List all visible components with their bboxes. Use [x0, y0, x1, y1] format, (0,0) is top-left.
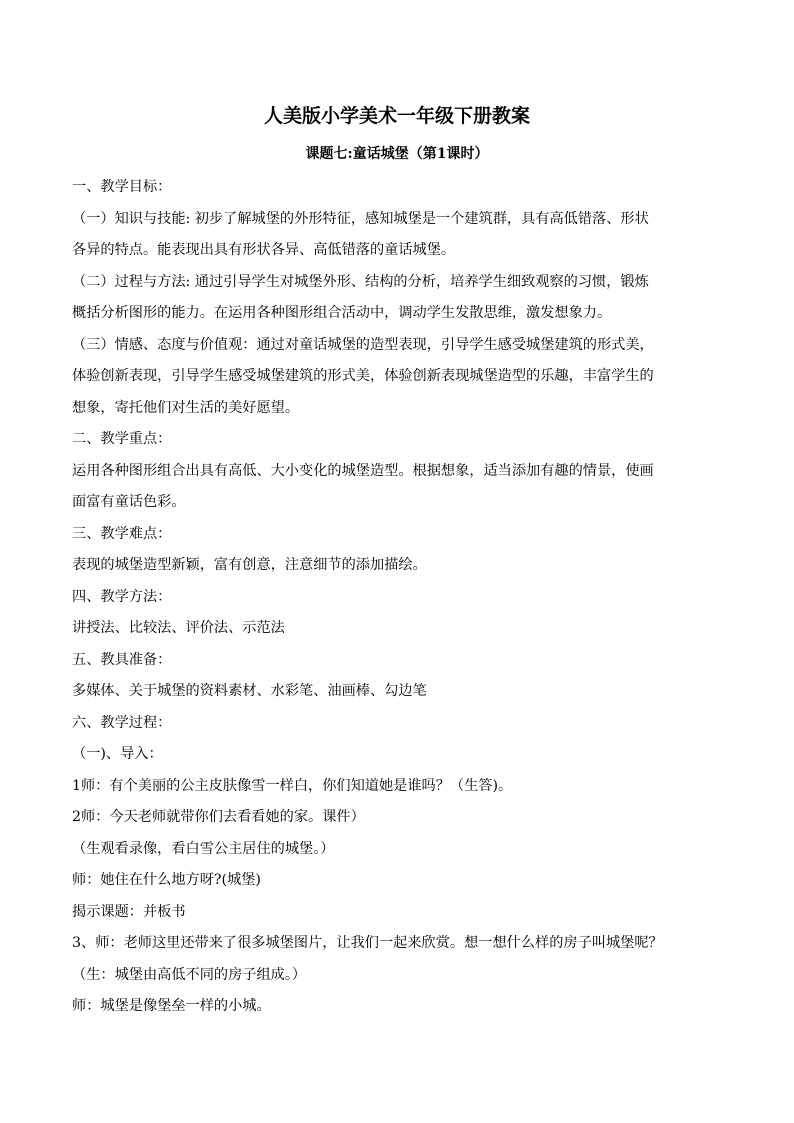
body-line: 想象，寄托他们对生活的美好愿望。	[72, 399, 300, 416]
body-line: 一、教学目标：	[72, 179, 172, 195]
document-body	[72, 172, 732, 1023]
body-line: （一)、导入：	[72, 746, 163, 762]
body-line: （生观看录像，看白雪公主居住的城堡。）	[72, 840, 335, 857]
body-line: （二）过程与方法: 通过引导学生对城堡外形、结构的分析，培养学生细致观察的习惯，锻炼	[72, 273, 649, 290]
body-line: 揭示课题：并板书	[72, 903, 186, 920]
body-line: （一）知识与技能: 初步了解城堡的外形特征，感知城堡是一个建筑群，具有高低错落、形状	[72, 210, 649, 227]
body-line: 二、教学重点：	[72, 431, 172, 447]
body-line: 概括分析图形的能力。在运用各种图形组合活动中，调动学生发散思维，激发想象力。	[72, 305, 612, 321]
body-line: 3、师：老师这里还带来了很多城堡图片，让我们一起来欣赏。想一想什么样的房子叫城堡呢？	[72, 935, 663, 951]
body-line: （生：城堡由高低不同的房子组成。）	[72, 966, 307, 983]
body-line: 各异的特点。能表现出具有形状各异、高低错落的童话城堡。	[72, 242, 456, 258]
body-line: 讲授法、比较法、评价法、示范法	[72, 620, 285, 636]
body-line: 六、教学过程：	[72, 714, 172, 731]
body-line: 表现的城堡造型新颖，富有创意，注意细节的添加描绘。	[72, 557, 427, 573]
body-line: 2师：今天老师就带你们去看看她的家。课件）	[72, 809, 365, 825]
body-line: 面富有童话色彩。	[72, 494, 186, 510]
body-line: 三、教学难点：	[72, 525, 172, 542]
document-title: 人美版小学美术一年级下册教案	[263, 105, 530, 127]
body-line: 1师：有个美丽的公主皮肤像雪一样白，你们知道她是谁吗？（生答)。	[72, 777, 513, 794]
body-line: 多媒体、关于城堡的资料素材、水彩笔、油画棒、勾边笔	[72, 683, 427, 699]
body-line: 运用各种图形组合出具有高低、大小变化的城堡造型。根据想象，适当添加有趣的情景，使画	[72, 462, 654, 479]
body-line: 四、教学方法：	[72, 588, 172, 605]
body-line: 体验创新表现，引导学生感受城堡建筑的形式美，体验创新表现城堡造型的乐趣，丰富学生的	[72, 368, 654, 384]
body-line: 师：城堡是像堡垒一样的小城。	[72, 998, 271, 1014]
body-line: 师：她住在什么地方呀?(城堡)	[72, 872, 261, 888]
document-subtitle: 课题七:童话城堡（第1课时）	[305, 146, 489, 162]
body-line: 五、教具准备：	[72, 651, 172, 668]
body-line: （三）情感、态度与价值观：通过对童话城堡的造型表现，引导学生感受城堡建筑的形式美，	[72, 336, 654, 353]
